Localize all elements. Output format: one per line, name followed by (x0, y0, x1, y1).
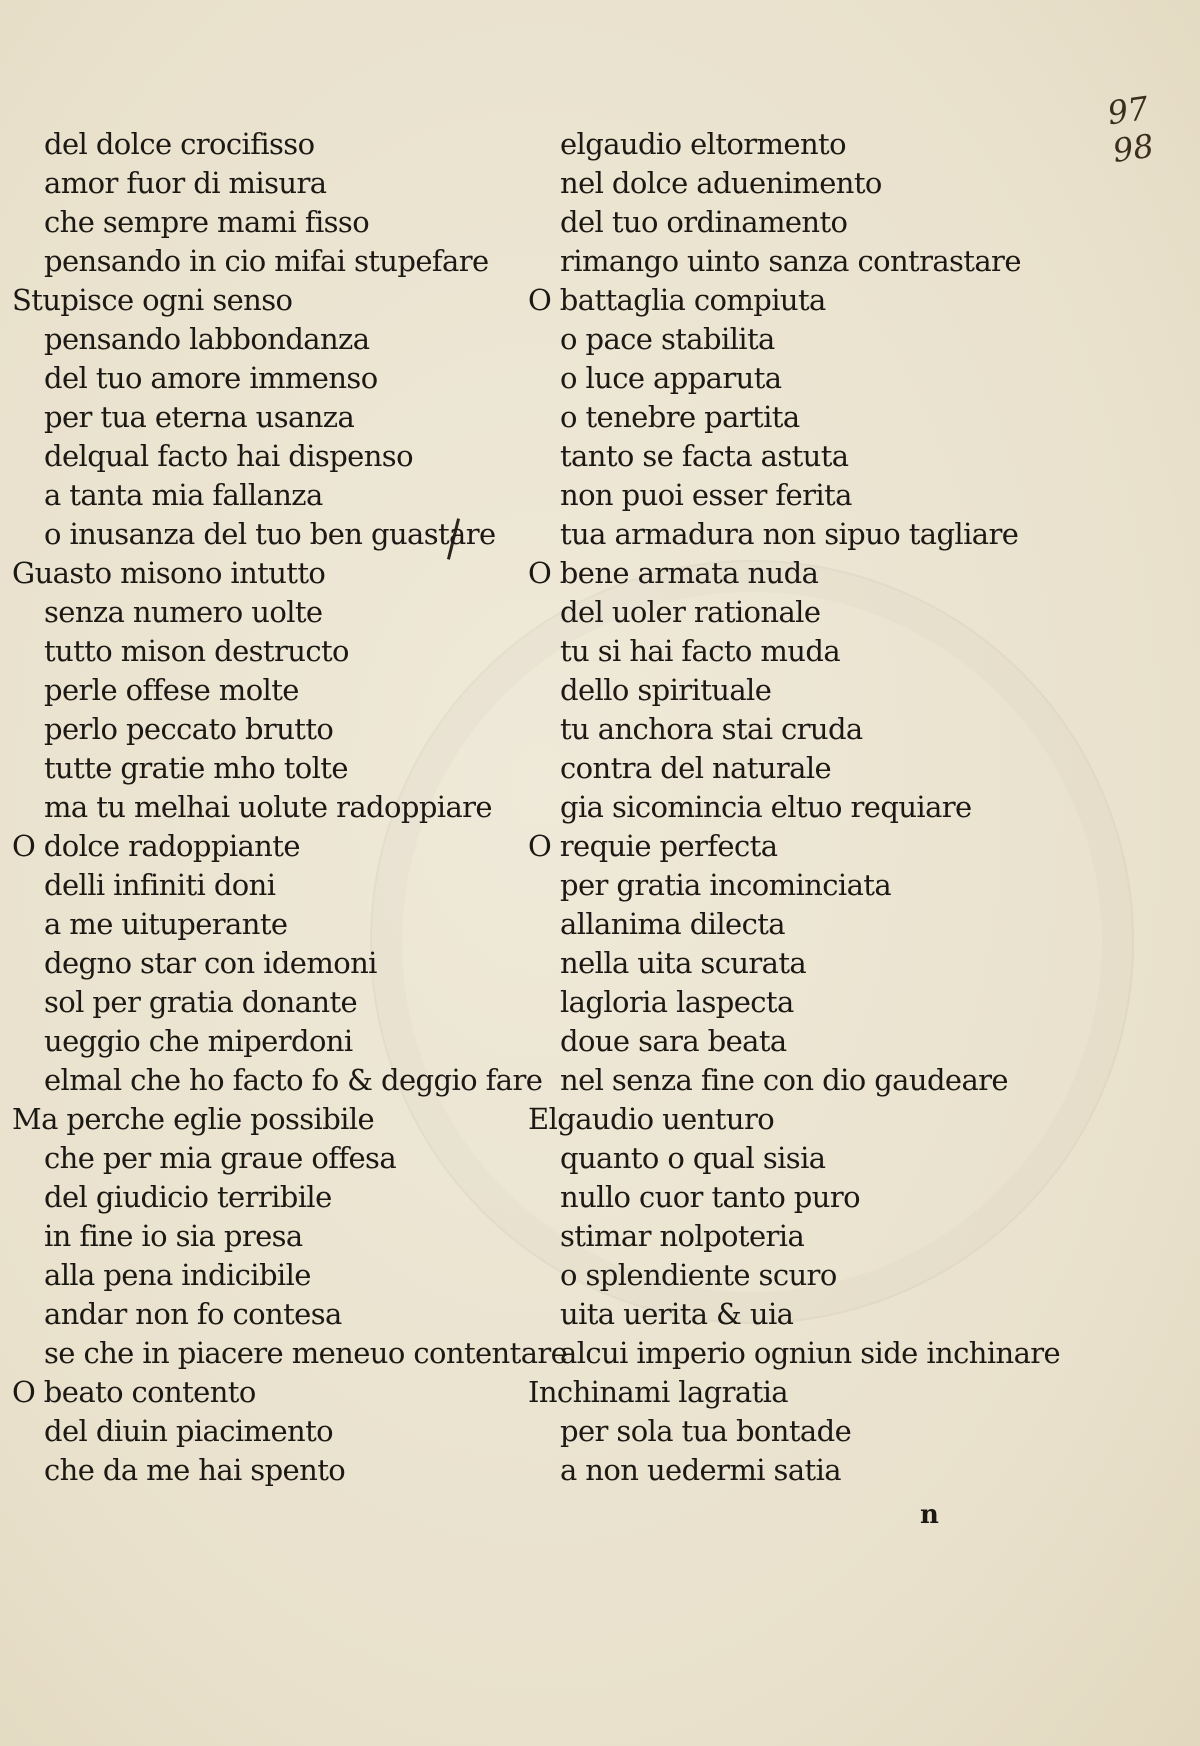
verse-line: alcui imperio ogniun side inchinare (560, 1336, 1061, 1370)
verse-line: Elgaudio uenturo (528, 1102, 775, 1136)
verse-line: perle offese molte (44, 673, 299, 707)
verse-line: Guasto misono intutto (12, 556, 326, 590)
verse-line: tanto se facta astuta (560, 439, 849, 473)
verse-line: sol per gratia donante (44, 985, 358, 1019)
verse-line: ueggio che miperdoni (44, 1024, 353, 1058)
verse-line: se che in piacere meneuo contentare (44, 1336, 568, 1370)
verse-line: del diuin piacimento (44, 1414, 334, 1448)
verse-line: amor fuor di misura (44, 166, 327, 200)
verse-line: andar non fo contesa (44, 1297, 342, 1331)
verse-line: O battaglia compiuta (528, 283, 826, 317)
verse-line: del tuo amore immenso (44, 361, 378, 395)
verse-line: o luce apparuta (560, 361, 782, 395)
folio-number: 97 98 (1105, 88, 1157, 170)
verse-line: non puoi esser ferita (560, 478, 852, 512)
verse-line: del dolce crocifisso (44, 127, 315, 161)
verse-line: perlo peccato brutto (44, 712, 334, 746)
verse-line: alla pena indicibile (44, 1258, 311, 1292)
verse-line: delqual facto hai dispenso (44, 439, 413, 473)
verse-line: per gratia incominciata (560, 868, 892, 902)
verse-line: o splendiente scuro (560, 1258, 837, 1292)
verse-line: del giudicio terribile (44, 1180, 332, 1214)
verse-line: uita uerita & uia (560, 1297, 794, 1331)
verse-line: nel dolce aduenimento (560, 166, 882, 200)
verse-line: nel senza fine con dio gaudeare (560, 1063, 1008, 1097)
verse-line: che da me hai spento (44, 1453, 346, 1487)
verse-line: delli infiniti doni (44, 868, 276, 902)
verse-line: degno star con idemoni (44, 946, 377, 980)
verse-line: che sempre mami fisso (44, 205, 370, 239)
verse-line: per tua eterna usanza (44, 400, 355, 434)
verse-line: a me uituperante (44, 907, 288, 941)
verse-line: Ma perche eglie possibile (12, 1102, 375, 1136)
verse-line: che per mia graue offesa (44, 1141, 397, 1175)
right-text-column (528, 125, 1061, 1490)
verse-line: tutte gratie mho tolte (44, 751, 348, 785)
verse-line: quanto o qual sisia (560, 1141, 826, 1175)
verse-line: pensando in cio mifai stupefare (44, 244, 489, 278)
verse-line: O bene armata nuda (528, 556, 819, 590)
verse-line: del uoler rationale (560, 595, 821, 629)
verse-line: Inchinami lagratia (528, 1375, 788, 1409)
verse-line: gia sicomincia eltuo requiare (560, 790, 972, 824)
verse-line: tutto mison destructo (44, 634, 349, 668)
verse-line: contra del naturale (560, 751, 832, 785)
verse-line: per sola tua bontade (560, 1414, 852, 1448)
verse-line: del tuo ordinamento (560, 205, 848, 239)
verse-line: lagloria laspecta (560, 985, 794, 1019)
verse-line: O dolce radoppiante (12, 829, 300, 863)
verse-line: tua armadura non sipuo tagliare (560, 517, 1019, 551)
verse-line: a tanta mia fallanza (44, 478, 323, 512)
verse-line: O requie perfecta (528, 829, 778, 863)
verse-line: O beato contento (12, 1375, 256, 1409)
verse-line: pensando labbondanza (44, 322, 370, 356)
verse-line: o pace stabilita (560, 322, 775, 356)
verse-line: o inusanza del tuo ben guastare (44, 517, 496, 551)
verse-line: ma tu melhai uolute radoppiare (44, 790, 492, 824)
verse-line: rimango uinto sanza contrastare (560, 244, 1021, 278)
verse-line: senza numero uolte (44, 595, 323, 629)
verse-line: nullo cuor tanto puro (560, 1180, 860, 1214)
left-text-column (12, 125, 568, 1490)
verse-line: in fine io sia presa (44, 1219, 303, 1253)
verse-line: elmal che ho facto fo & deggio fare (44, 1063, 543, 1097)
verse-line: a non uedermi satia (560, 1453, 841, 1487)
verse-line: allanima dilecta (560, 907, 785, 941)
verse-line: doue sara beata (560, 1024, 787, 1058)
verse-line: stimar nolpoteria (560, 1219, 805, 1253)
verse-line: elgaudio eltormento (560, 127, 846, 161)
verse-line: nella uita scurata (560, 946, 807, 980)
signature-mark: n (920, 1500, 939, 1530)
verse-line: dello spirituale (560, 673, 772, 707)
verse-line: tu anchora stai cruda (560, 712, 863, 746)
verse-line: tu si hai facto muda (560, 634, 841, 668)
verse-line: o tenebre partita (560, 400, 800, 434)
verse-line: Stupisce ogni senso (12, 283, 293, 317)
